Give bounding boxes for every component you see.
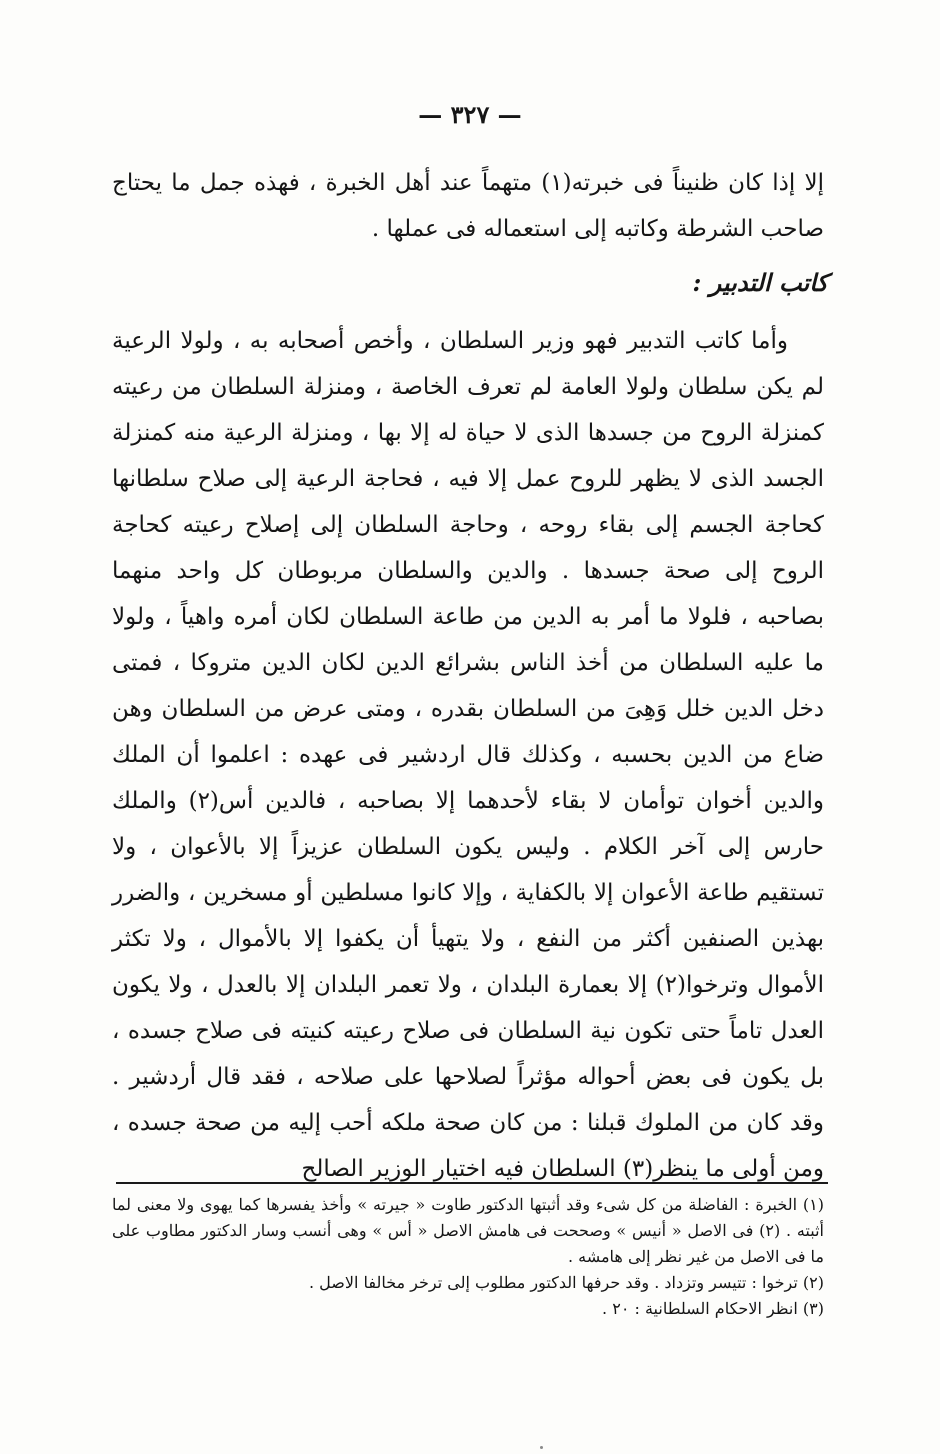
section-heading: كاتب التدبير :	[692, 268, 828, 297]
footnote: (٣) انظر الاحكام السلطانية : ٢٠ .	[602, 1299, 824, 1318]
footnote: (٢) ترخوا : تتيسر وتزداد . وقد حرفها الدكتور مطلوب إلى ترخر مخالفا الاصل .	[308, 1273, 824, 1292]
main-paragraph: وأما كاتب التدبير فهو وزير السلطان ، وأخص أصحابه به ، ولولا الرعية لم يكن سلطان ولولا العامة لم تعرف الخاصة ، ومنزلة السلطان من رعيته كمنزلة الروح من جسدها الذى لا حياة له إلا بها ، ومنزلة الرعية منه كمنزلة الجسد الذى لا يظهر للروح عمل إلا فيه ، فحاجة الرعية إلى صلاح سلطانها كحاجة الجسم إلى بقاء روحه ، وحاجة السلطان إلى إصلاح رعيته كحاجة الروح إلى صحة جسدها . والدين والسلطان مربوطان كل واحد منهما بصاحبه ، فلولا ما أمر به الدين من طاعة السلطان لكان أمره واهياً ، ولولا ما عليه السلطان من أخذ الناس بشرائع الدين لكان الدين متروكا ، فمتى دخل الدين خلل وَهِىَ من السلطان بقدره ، ومتى عرض من السلطان وهن ضاع من الدين بحسبه ، وكذلك قال اردشير فى عهده : اعلموا أن الملك والدين أخوان توأمان لا بقاء لأحدهما إلا بصاحبه ، فالدين أس(٢) والملك حارس إلى آخر الكلام . وليس يكون السلطان عزيزاً إلا بالأعوان ، ولا تستقيم طاعة الأعوان إلا بالكفاية ، وإلا كانوا مسلطين أو مسخرين ، والضرر بهذين الصنفين أكثر من النفع ، ولا يتهيأ أن يكفوا إلا بالأموال ، ولا تكثر الأموال وترخوا(٢) إلا بعمارة البلدان ، ولا تعمر البلدان إلا بالعدل ، ولا يكون العدل تاماً حتى تكون نية السلطان فى صلاح رعيته كنيته فى صلاح جسده ، بل يكون فى بعض أحواله مؤثراً لصلاحها على صلاحه ، فقد قال أردشير . وقد كان من الملوك قبلنا : من كان صحة ملكه أحب إليه من صحة جسده ، ومن أولى ما ينظر(٣) السلطان فيه اختيار الوزير الصالح	[112, 328, 824, 1182]
footnotes	[112, 1192, 824, 1322]
page-number: — ٣٢٧ —	[418, 100, 522, 129]
scan-speck	[540, 1446, 543, 1449]
footnote-divider	[116, 1182, 828, 1184]
footnote: (١) الخبرة : الفاضلة من كل شىء وقد أثبتها الدكتور طاوت « جيرته » وأخذ يفسرها كما يهوى ولا معنى لما أثبته . (٢) فى الاصل « أنيس » وصححت فى هامش الاصل « أس » وهى أنسب وسار الدكتور مطاوب على ما فى الاصل من غير نظر إلى هامشه .	[112, 1195, 824, 1266]
intro-paragraph: إلا إذا كان ظنيناً فى خبرته(١) متهماً عند أهل الخبرة ، فهذه جمل ما يحتاج صاحب الشرطة وكاتبه إلى استعماله فى عملها .	[112, 170, 824, 242]
